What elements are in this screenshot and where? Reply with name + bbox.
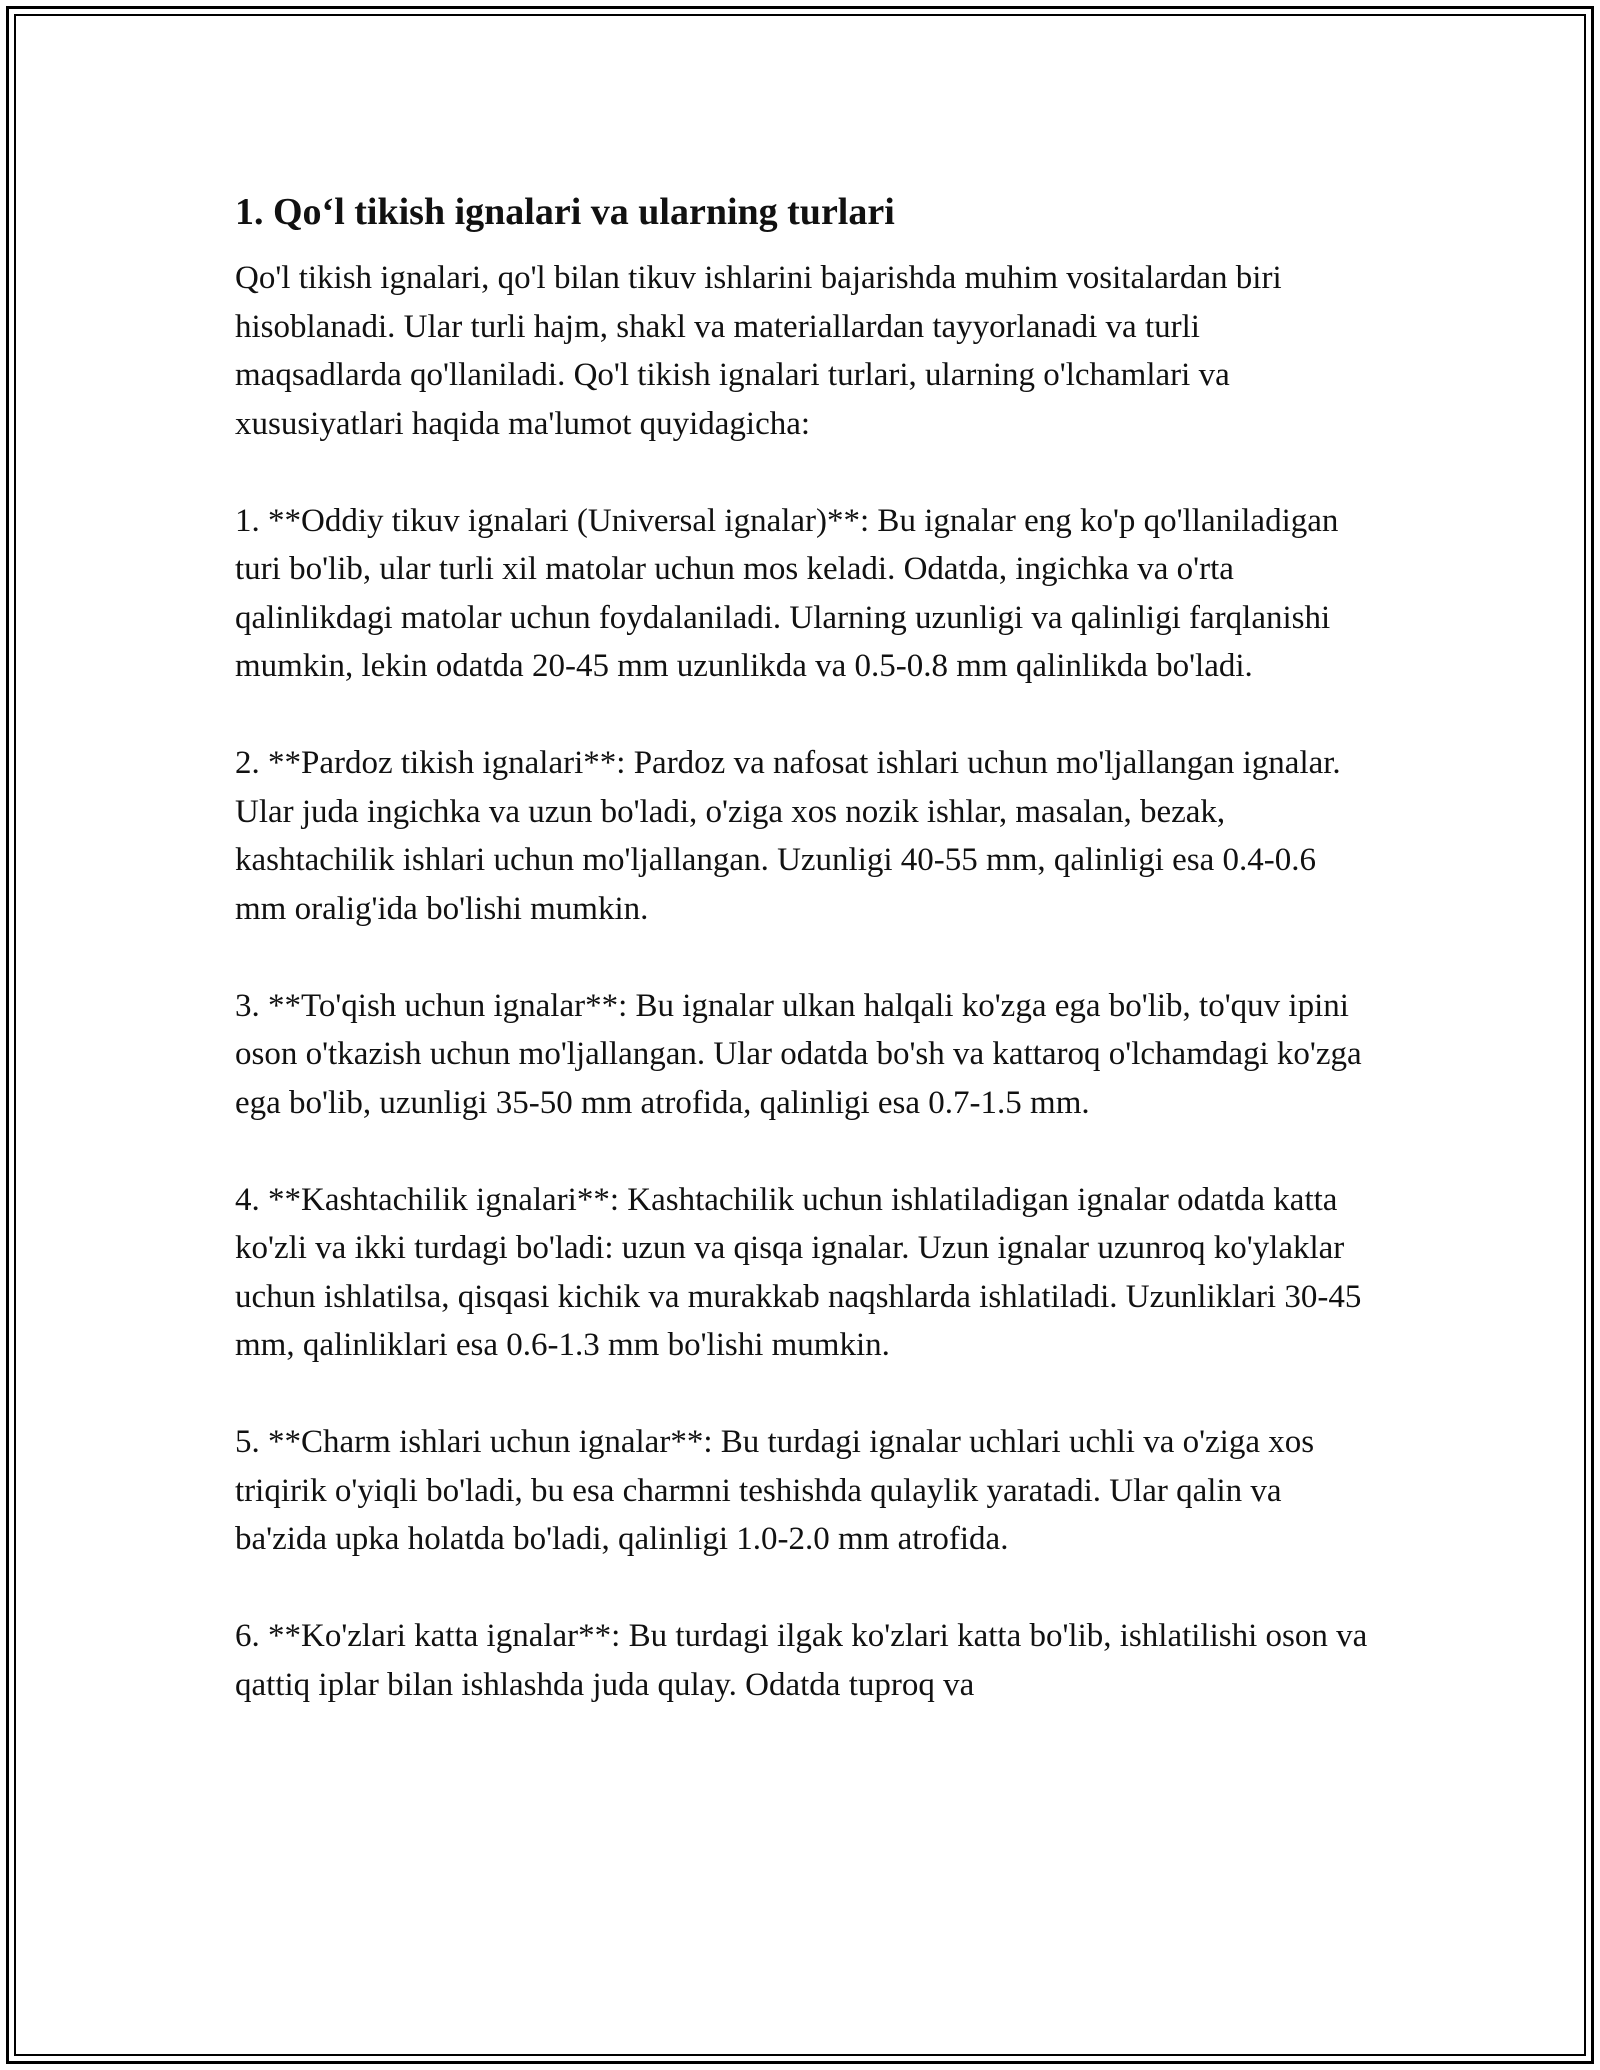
list-item-leather-needles: 5. **Charm ishlari uchun ignalar**: Bu turdagi ignalar uchlari uchli va o'ziga xos triqirik o'yiqli bo'ladi, bu esa charmni teshishda qulaylik yaratadi. Ular qalin va ba'zida upka holatda bo'ladi, qalinligi 1.0-2.0 mm atrofida. (235, 1424, 1315, 1557)
list-item-finishing-needles: 2. **Pardoz tikish ignalari**: Pardoz va nafosat ishlari uchun mo'ljallangan ignalar. Ular juda ingichka va uzun bo'ladi, o'ziga xos nozik ishlar, masalan, bezak, kashtachilik ishlari uchun mo'ljallangan. Uzunligi 40-55 mm, qalinligi esa 0.4-0.6 mm oralig'ida bo'lishi mumkin. (235, 745, 1341, 927)
list-item-universal-needles: 1. **Oddiy tikuv ignalari (Universal ignalar)**: Bu ignalar eng ko'p qo'llaniladigan turi bo'lib, ular turli xil matolar uchun mos keladi. Odatda, ingichka va o'rta qalinlikdagi matolar uchun foydalaniladi. Ularning uzunligi va qalinligi farqlanishi mumkin, lekin odatda 20-45 mm uzunlikda va 0.5-0.8 mm qalinlikda bo'ladi. (235, 502, 1339, 684)
list-item-embroidery-needles: 4. **Kashtachilik ignalari**: Kashtachilik uchun ishlatiladigan ignalar odatda katta ko'zli va ikki turdagi bo'ladi: uzun va qisqa ignalar. Uzun ignalar uzunroq ko'ylaklar uchun ishlatilsa, qisqasi kichik va murakkab naqshlarda ishlatiladi. Uzunliklari 30-45 mm, qalinliklari esa 0.6-1.3 mm bo'lishi mumkin. (235, 1181, 1362, 1363)
list-item-knitting-needles: 3. **To'qish uchun ignalar**: Bu ignalar ulkan halqali ko'zga ega bo'lib, to'quv ipini oson o'tkazish uchun mo'ljallangan. Ular odatda bo'sh va kattaroq o'lchamdagi ko'zga ega bo'lib, uzunligi 35-50 mm atrofida, qalinligi esa 0.7-1.5 mm. (235, 987, 1362, 1121)
intro-paragraph: Qo'l tikish ignalari, qo'l bilan tikuv ishlarini bajarishda muhim vositalardan biri hisoblanadi. Ular turli hajm, shakl va materiallardan tayyorlanadi va turli maqsadlarda qo'llaniladi. Qo'l tikish ignalari turlari, ularning o'lchamlari va xususiyatlari haqida ma'lumot quyidagicha: (235, 260, 1282, 442)
list-item-large-eye-needles: 6. **Ko'zlari katta ignalar**: Bu turdagi ilgak ko'zlari katta bo'lib, ishlatilishi oson va qattiq iplar bilan ishlashda juda qulay. Odatda tuproq va (235, 1618, 1368, 1703)
section-heading: 1. Qo‘l tikish ignalari va ularning turlari (235, 191, 895, 233)
document-body (235, 182, 1370, 1758)
